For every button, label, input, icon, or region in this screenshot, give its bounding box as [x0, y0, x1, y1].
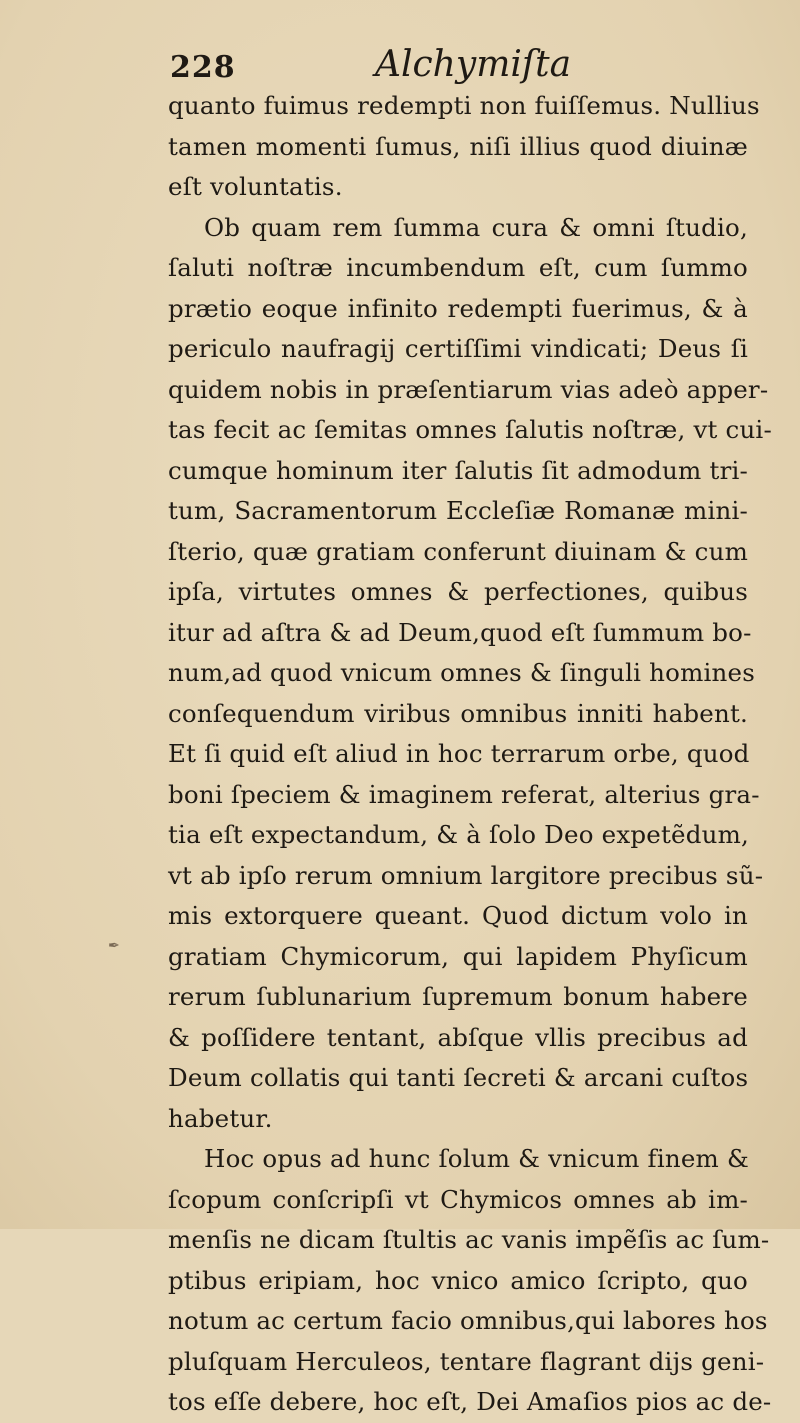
text-line: ptibus eripiam, hoc vnico amico ſcripto, quo — [168, 1265, 748, 1295]
text-line: num,ad quod vnicum omnes & ſinguli homines — [168, 658, 755, 687]
text-line: boni ſpeciem & imaginem referat, alterius gra- — [168, 779, 760, 809]
text-line: Et ſi quid eſt aliud in hoc terrarum orbe, quod — [168, 739, 750, 768]
text-line: notum ac certum facio omnibus,qui labores hos — [168, 1306, 768, 1335]
page-header — [170, 44, 730, 92]
text-line: ſterio, quæ gratiam conferunt diuinam & cum — [168, 536, 748, 566]
margin-ink-mark: ✒ — [108, 938, 120, 954]
text-line: eſt voluntatis. — [168, 172, 343, 201]
paragraph-start-line: Hoc opus ad hunc ſolum & vnicum finem & — [204, 1144, 749, 1173]
text-line: itur ad aſtra & ad Deum,quod eſt ſummum bo- — [168, 617, 752, 647]
text-line: cumque hominum iter ſalutis ſit admodum tri- — [168, 455, 748, 485]
text-line: vt ab ipſo rerum omnium largitore precibus sũ- — [168, 860, 764, 890]
text-line: quanto fuimus redempti non fuiſſemus. Nullius — [168, 91, 760, 120]
text-line: tia eſt expectandum, & à ſolo Deo expetẽdum, — [168, 820, 749, 849]
text-line: gratiam Chymicorum, qui lapidem Phyſicum — [168, 941, 748, 971]
text-line: conſequendum viribus omnibus inniti habent. — [168, 698, 748, 728]
text-line: mis extorquere queant. Quod dictum volo in — [168, 901, 748, 930]
text-line: pluſquam Herculeos, tentare flagrant dijs geni- — [168, 1346, 765, 1376]
text-line: tos eſſe debere, hoc eſt, Dei Amaſios pios ac de- — [168, 1387, 772, 1416]
body-text — [168, 86, 772, 1423]
text-line: tamen momenti ſumus, niſi illius quod diuinæ — [168, 131, 748, 161]
text-line: prætio eoque infinito redempti fuerimus, & à — [168, 293, 748, 323]
text-line: periculo naufragij certiſſimi vindicati; Deus ſi — [168, 334, 748, 363]
text-line: tum, Sacramentorum Eccleſiæ Romanæ mini- — [168, 496, 748, 525]
text-line: rerum ſublunarium ſupremum bonum habere — [168, 982, 748, 1011]
text-line: habetur. — [168, 1103, 273, 1133]
text-line: Deum collatis qui tanti ſecreti & arcani cuſtos — [168, 1063, 749, 1092]
text-line: quidem nobis in præſentiarum vias adeò apper- — [168, 374, 769, 404]
text-line: ſcopum conſcripſi vt Chymicos omnes ab im- — [168, 1184, 748, 1214]
text-line: tas fecit ac ſemitas omnes ſalutis noſtræ, vt cui- — [168, 415, 772, 444]
text-line: menſis ne dicam ſtultis ac vanis impẽſis ac ſum- — [168, 1225, 770, 1254]
paragraph-start-line: Ob quam rem ſumma cura & omni ſtudio, — [204, 212, 748, 242]
page-number: 228 — [170, 50, 236, 85]
text-line: ipſa, virtutes omnes & perfectiones, quibus — [168, 577, 748, 606]
text-line: & poſſidere tentant, abſque vllis precibus ad — [168, 1022, 748, 1052]
text-line: ſaluti noſtræ incumbendum eſt, cum ſummo — [168, 253, 748, 282]
running-title: Alchymiſta — [375, 44, 572, 85]
